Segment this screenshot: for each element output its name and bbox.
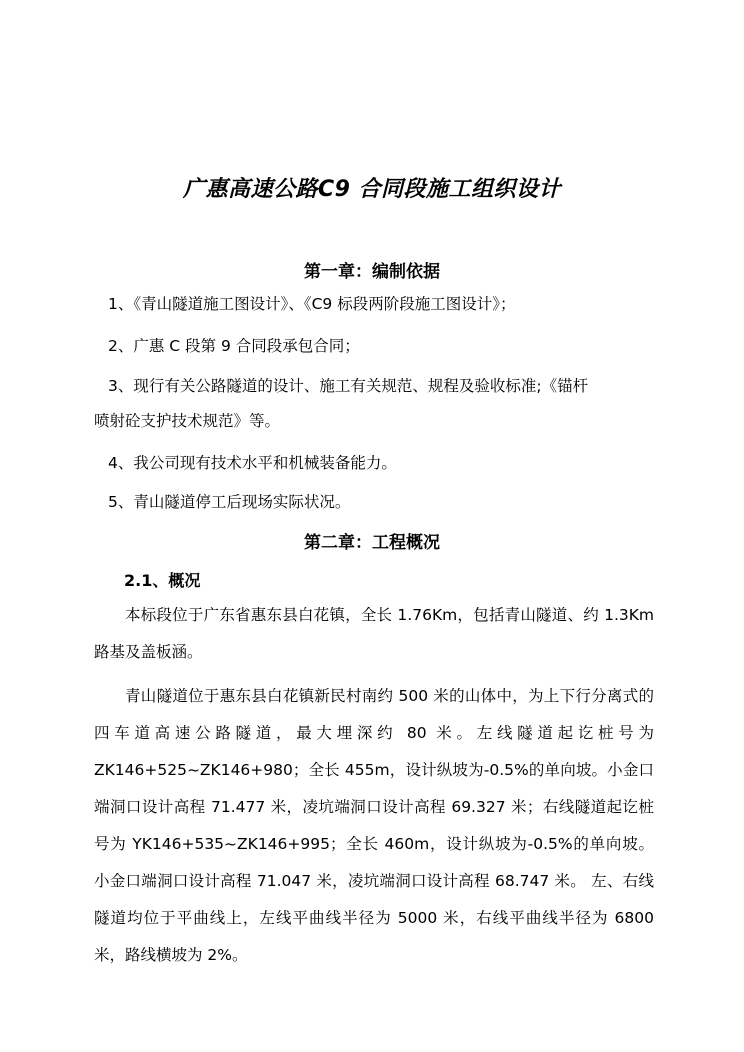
- section-2-1-heading: 2.1、概况: [124, 571, 201, 590]
- basis-item-3: 3、现行有关公路隧道的设计、施工有关规范、规程及验收标准;《锚杆: [108, 377, 589, 395]
- basis-item-3-continued: 喷射砼支护技术规范》等。: [94, 412, 281, 430]
- basis-item-4: 4、我公司现有技术水平和机械装备能力。: [108, 454, 397, 472]
- chapter-2-heading: 第二章：工程概况: [304, 533, 440, 553]
- overview-paragraph-1: 本标段位于广东省惠东县白花镇，全长 1.76Km，包括青山隧道、约 1.3Km 路基及盖板涵。: [94, 606, 654, 661]
- basis-item-2: 2、广惠 C 段第 9 合同段承包合同；: [108, 337, 360, 355]
- overview-paragraph-2: 青山隧道位于惠东县白花镇新民村南约 500 米的山体中，为上下行分离式的四车道高速公路隧道，最大埋深约 80 米。左线隧道起讫桩号为 ZK146+525~ZK146+980；全长 455m，设计纵坡为-0.5%的单向坡。小金口端洞口设计高程 71.477 米，凌坑端洞口设计高程 69.327 米；右线隧道起讫桩号为 YK146+535~ZK146+995；全长 460m，设计纵坡为-0.5%的单向坡。小金口端洞口设计高程 71.047 米，凌坑端洞口设计高程 68.747 米。 左、右线隧道均位于平曲线上，左线平曲线半径为 5000 米，右线平曲线半径为 6800 米，路线横坡为 2%。: [94, 687, 654, 964]
- chapter-1-heading: 第一章：编制依据: [304, 262, 440, 282]
- basis-item-5: 5、青山隧道停工后现场实际状况。: [108, 493, 351, 511]
- document-title: 广惠高速公路C9 合同段施工组织设计: [182, 177, 562, 202]
- basis-item-1: 1、《青山隧道施工图设计》、《C9 标段两阶段施工图设计》；: [108, 295, 516, 313]
